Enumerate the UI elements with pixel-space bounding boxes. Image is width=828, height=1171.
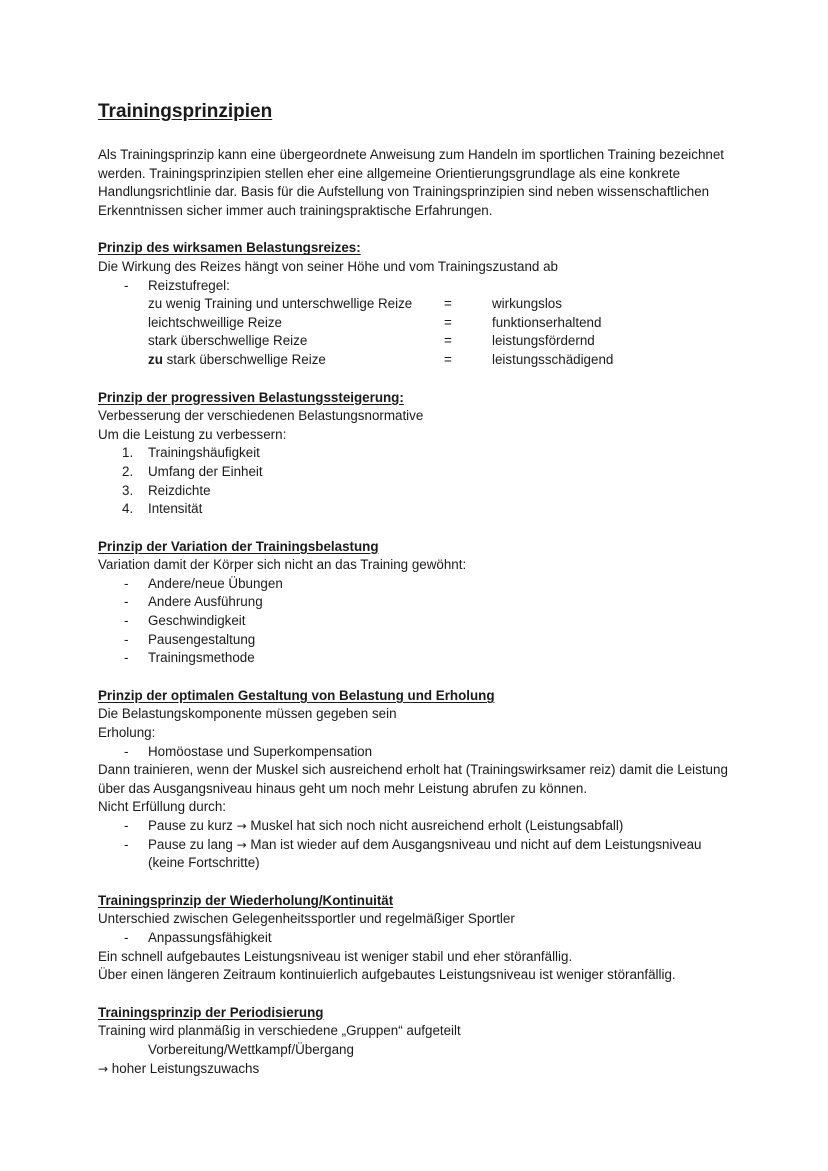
list-item bbox=[98, 444, 738, 463]
list-number: 2. bbox=[122, 463, 134, 479]
rule-row bbox=[98, 295, 738, 314]
page-title: Trainingsprinzipien bbox=[98, 101, 273, 122]
dash-bullet: - bbox=[124, 836, 129, 852]
section-text: Nicht Erfüllung durch: bbox=[98, 799, 227, 815]
section-text: Die Wirkung des Reizes hängt von seiner Höhe und vom Trainingszustand ab bbox=[98, 258, 558, 274]
list-item-text: Andere/neue Übungen bbox=[148, 575, 283, 591]
dash-bullet: - bbox=[124, 743, 129, 759]
dash-bullet: - bbox=[124, 650, 129, 666]
rule-rhs: wirkungslos bbox=[492, 296, 562, 312]
section-heading: Prinzip der optimalen Gestaltung von Belastung und Erholung bbox=[98, 687, 495, 703]
list-item bbox=[98, 649, 738, 668]
list-item-text: Geschwindigkeit bbox=[148, 613, 246, 629]
section-heading: Trainingsprinzip der Wiederholung/Kontinuität bbox=[98, 892, 394, 908]
section-variation bbox=[98, 538, 738, 668]
list-item-text: Pausengestaltung bbox=[148, 631, 256, 647]
section-heading: Prinzip der Variation der Trainingsbelastung bbox=[98, 538, 379, 554]
rule-equals: = bbox=[444, 351, 452, 367]
list-item-text: Pause zu lang bbox=[148, 836, 233, 852]
list-item-text: Andere Ausführung bbox=[148, 594, 263, 610]
section-heading: Prinzip des wirksamen Belastungsreizes: bbox=[98, 240, 361, 256]
dash-bullet: - bbox=[124, 631, 129, 647]
dash-bullet: - bbox=[124, 613, 129, 629]
rule-lhs bbox=[148, 351, 326, 370]
rule-row bbox=[98, 314, 738, 333]
arrow-right-icon: → bbox=[98, 1061, 109, 1076]
rule-lhs: zu wenig Training und unterschwellige Reize bbox=[148, 296, 413, 312]
list-item-text: Umfang der Einheit bbox=[148, 463, 263, 479]
section-text: Variation damit der Körper sich nicht an das Training gewöhnt: bbox=[98, 557, 467, 573]
list-item bbox=[98, 575, 738, 594]
list-item bbox=[98, 631, 738, 650]
list-item-text: Man ist wieder auf dem Ausgangsniveau und nicht auf dem Leistungsniveau (keine Fortschritte) bbox=[148, 836, 702, 871]
section-text: Training wird planmäßig in verschiedene „Gruppen“ aufgeteilt bbox=[98, 1023, 461, 1039]
dash-bullet: - bbox=[124, 575, 129, 591]
section-periodisierung bbox=[98, 1004, 738, 1078]
dash-bullet: - bbox=[124, 818, 129, 833]
list-item-text: Muskel hat sich noch nicht ausreichend erholt (Leistungsabfall) bbox=[250, 818, 624, 833]
list-item-text: Trainingsmethode bbox=[148, 650, 255, 666]
section-belastungsreiz bbox=[98, 239, 738, 369]
list-item-text: Intensität bbox=[148, 501, 203, 517]
section-text: Unterschied zwischen Gelegenheitssportler und regelmäßiger Sportler bbox=[98, 911, 515, 927]
rule-lhs-rest: stark überschwellige Reize bbox=[162, 351, 326, 367]
intro-paragraph: Als Trainingsprinzip kann eine übergeordnete Anweisung zum Handeln im sportlichen Training bezeichnet werden. Trainingsprinzipien stellen eher eine allgemeine Orientierungsgrundlage als eine konkrete Handlungsrichtlinie dar. Basis für die Aufstellung von Trainingsprinzipien sind neben wissenschaftlichen Erkenntnissen sicher immer auch trainingspraktische Erfahrungen. bbox=[98, 147, 725, 218]
section-wiederholung bbox=[98, 892, 738, 985]
list-item bbox=[98, 500, 738, 519]
conclusion-line bbox=[98, 1060, 738, 1079]
list-item-text: Homöostase und Superkompensation bbox=[148, 743, 373, 759]
rule-rhs: leistungsfördernd bbox=[492, 333, 595, 349]
section-text: Vorbereitung/Wettkampf/Übergang bbox=[148, 1041, 354, 1057]
section-heading: Prinzip der progressiven Belastungssteigerung: bbox=[98, 389, 404, 405]
rule-label: Reizstufregel: bbox=[148, 277, 230, 293]
list-item bbox=[98, 929, 738, 948]
list-item bbox=[98, 743, 738, 762]
list-number: 1. bbox=[122, 445, 134, 461]
conclusion-text: hoher Leistungszuwachs bbox=[111, 1060, 260, 1076]
section-text: Die Belastungskomponente müssen gegeben sein bbox=[98, 706, 397, 722]
rule-rhs: leistungsschädigend bbox=[492, 351, 614, 367]
dash-bullet: - bbox=[124, 277, 129, 293]
section-text: Über einen längeren Zeitraum kontinuierlich aufgebautes Leistungsniveau ist weniger störanfällig. bbox=[98, 967, 676, 983]
section-progressive-steigerung bbox=[98, 389, 738, 519]
section-text: Ein schnell aufgebautes Leistungsniveau ist weniger stabil und eher störanfällig. bbox=[98, 948, 573, 964]
list-item bbox=[98, 836, 738, 873]
section-text: Um die Leistung zu verbessern: bbox=[98, 426, 287, 442]
section-heading: Trainingsprinzip der Periodisierung bbox=[98, 1004, 324, 1020]
list-number: 3. bbox=[122, 482, 134, 498]
list-item-text: Pause zu kurz bbox=[148, 818, 233, 833]
dash-bullet: - bbox=[124, 929, 129, 945]
list-number: 4. bbox=[122, 501, 134, 517]
dash-bullet: - bbox=[124, 594, 129, 610]
rule-equals: = bbox=[444, 314, 452, 330]
rule-row bbox=[98, 351, 738, 370]
rule-lhs: leichtschweillige Reize bbox=[148, 314, 282, 330]
document-content bbox=[98, 99, 738, 1078]
rule-equals: = bbox=[444, 296, 452, 312]
list-item bbox=[98, 817, 738, 836]
list-item-text: Anpassungsfähigkeit bbox=[148, 929, 272, 945]
rule-rhs: funktionserhaltend bbox=[492, 314, 602, 330]
list-item bbox=[98, 277, 738, 296]
section-text: Erholung: bbox=[98, 725, 156, 741]
arrow-right-icon: → bbox=[236, 837, 247, 852]
arrow-right-icon: → bbox=[236, 819, 247, 833]
list-item-text: Reizdichte bbox=[148, 482, 211, 498]
rule-lhs-emphasis: zu bbox=[148, 351, 163, 367]
list-item bbox=[98, 593, 738, 612]
rule-equals: = bbox=[444, 333, 452, 349]
section-belastung-erholung bbox=[98, 687, 738, 873]
section-text: Verbesserung der verschiedenen Belastungsnormative bbox=[98, 408, 424, 424]
list-item bbox=[98, 482, 738, 501]
rule-lhs: stark überschwellige Reize bbox=[148, 333, 308, 349]
list-item bbox=[98, 463, 738, 482]
list-item-text: Trainingshäufigkeit bbox=[148, 445, 260, 461]
section-paragraph: Dann trainieren, wenn der Muskel sich ausreichend erholt hat (Trainingswirksamer reiz) damit die Leistung über das Ausgangsniveau hinaus geht um noch mehr Leistung abrufen zu können. bbox=[98, 762, 728, 796]
rule-row bbox=[98, 332, 738, 351]
list-item bbox=[98, 612, 738, 631]
